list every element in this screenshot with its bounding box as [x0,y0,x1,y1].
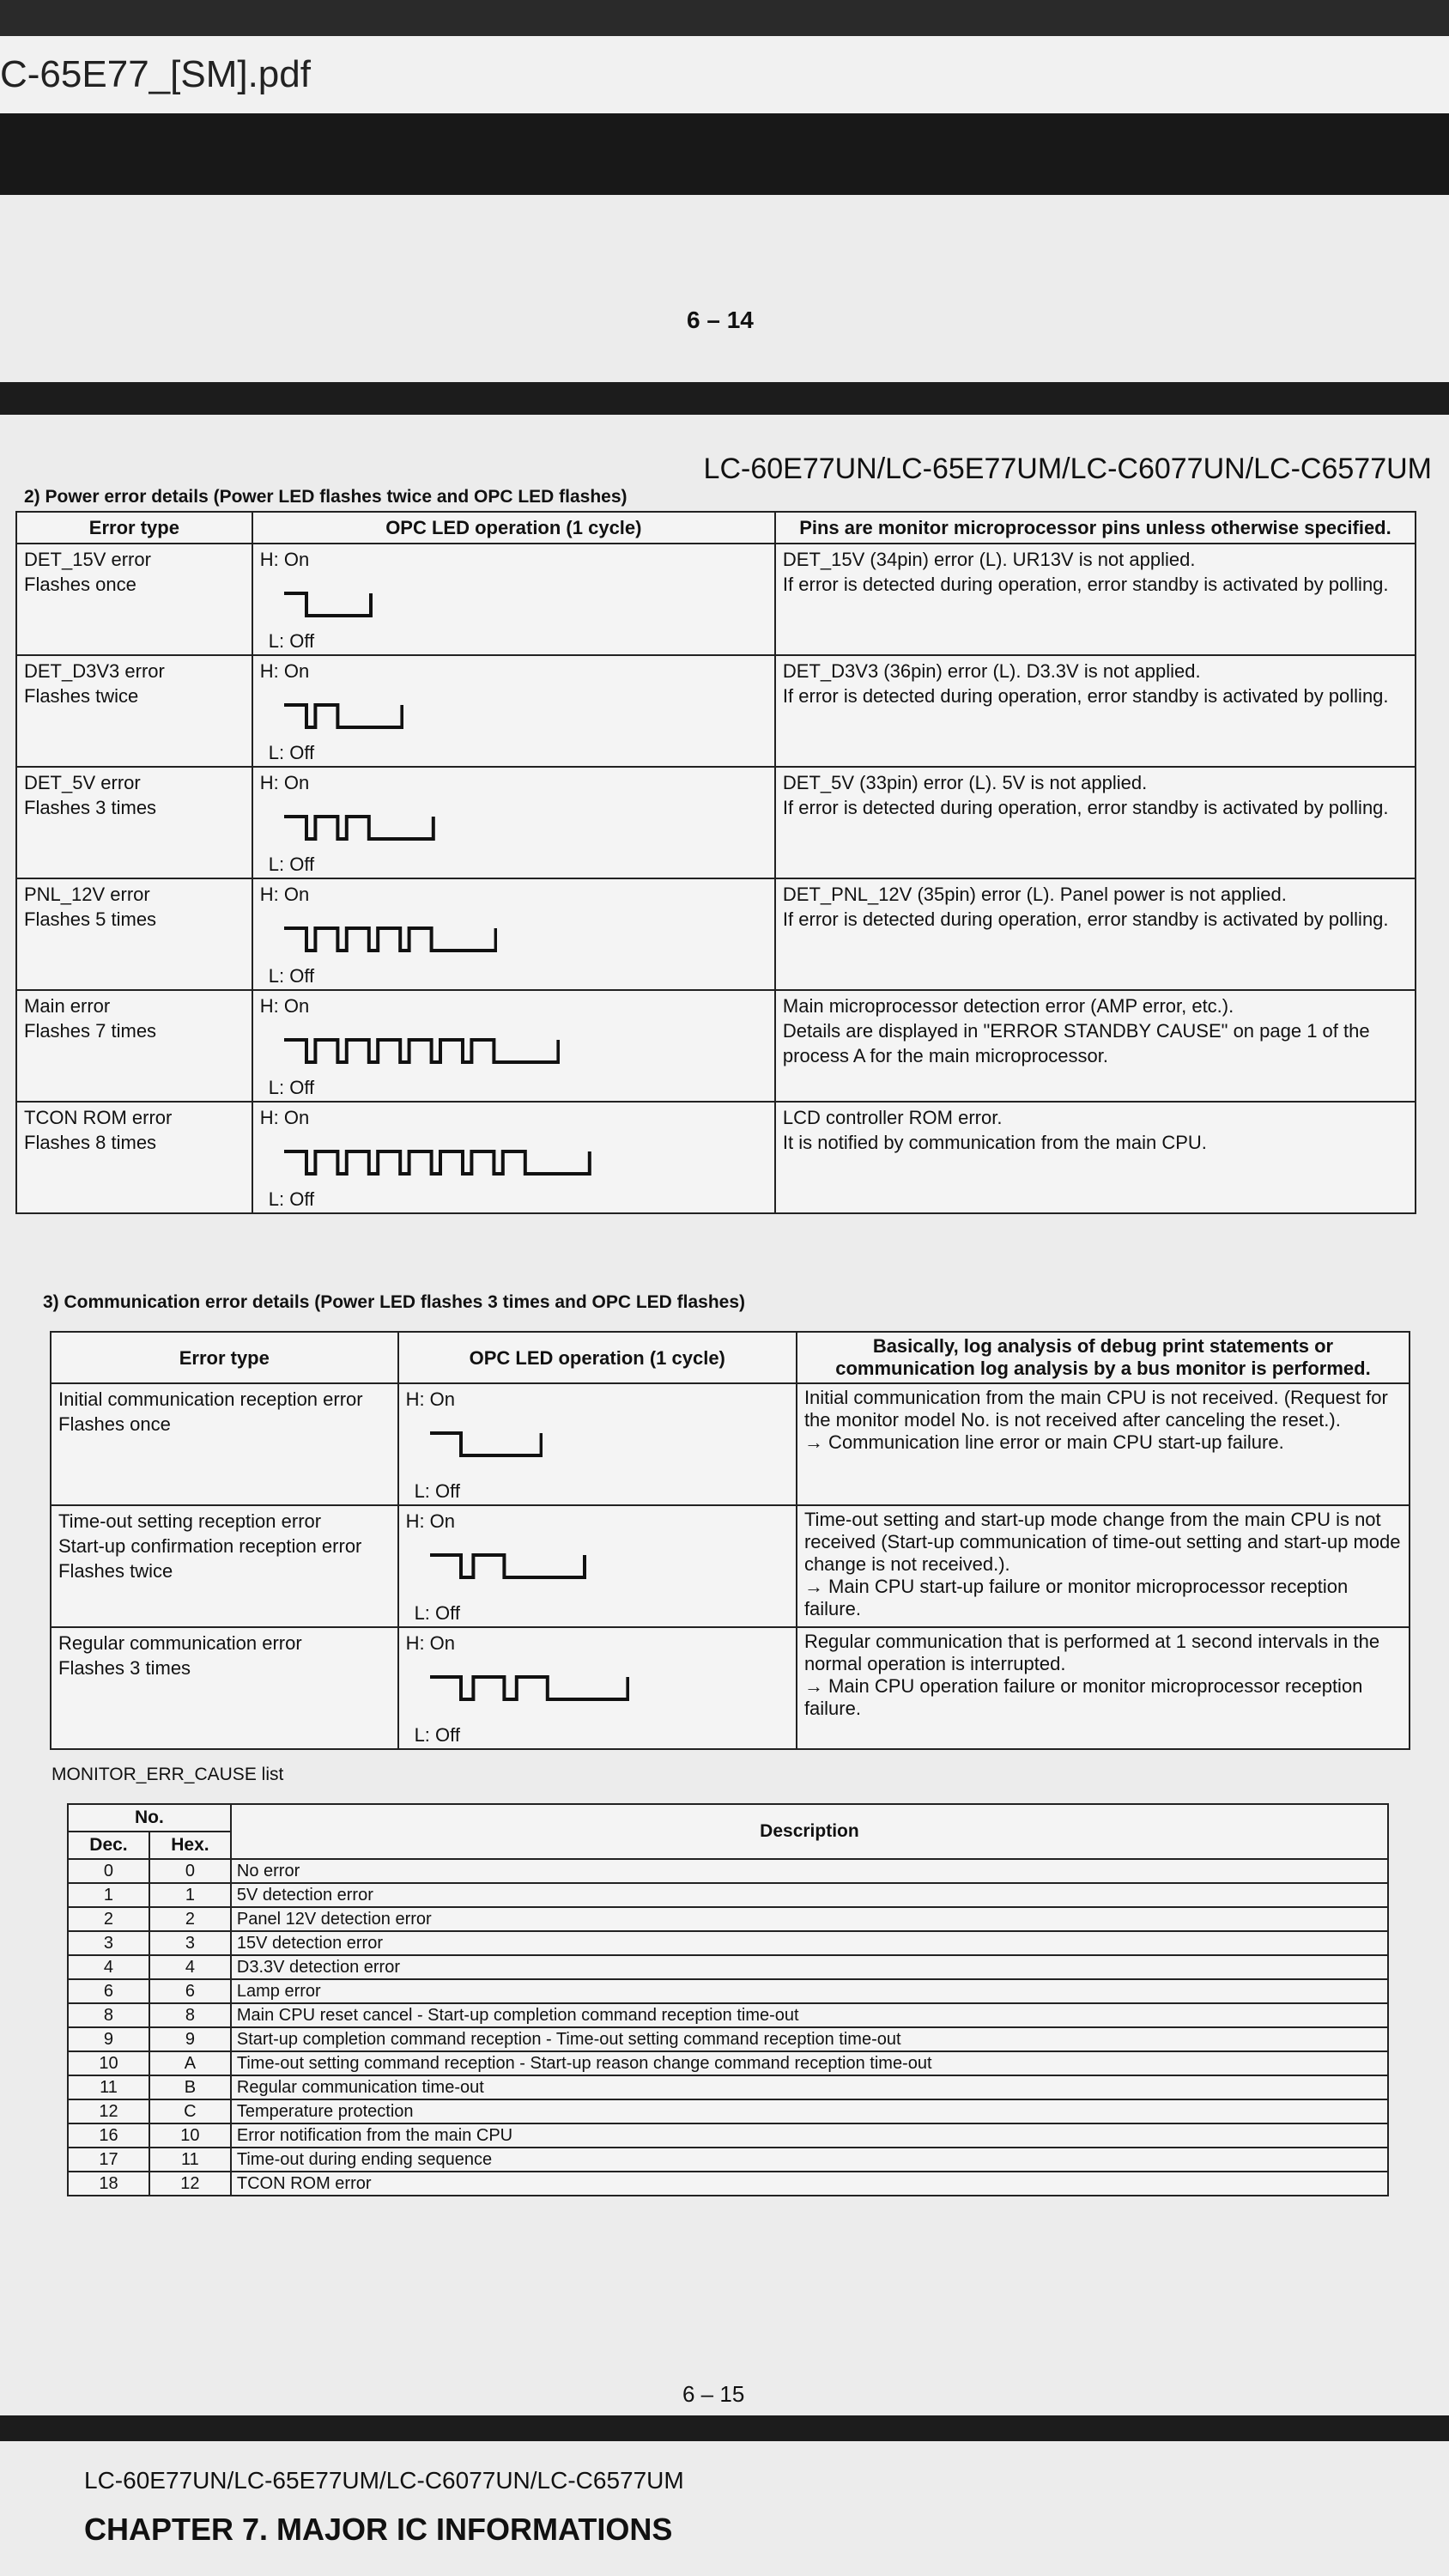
description-cell: 15V detection error [231,1931,1388,1955]
error-type-line: Flashes twice [58,1560,173,1582]
error-type-cell [51,1383,398,1505]
hex-cell: 9 [149,2027,231,2051]
hex-cell: B [149,2075,231,2099]
description-main: Regular communication that is performed at 1 second intervals in the normal operation is interrupted. [803,1631,1380,1674]
err-header-description: Description [231,1804,1388,1859]
led-diagram [260,882,767,987]
power-table-header [16,512,1416,544]
led-diagram [406,1387,789,1502]
comm-section-title: 3) Communication error details (Power LED flashes 3 times and OPC LED flashes) [43,1292,746,1312]
dec-cell: 8 [68,2003,149,2027]
dec-cell: 11 [68,2075,149,2099]
err-header-row-1 [68,1804,1388,1832]
led-low-label: L: Off [268,1188,315,1210]
next-page-chapter: CHAPTER 7. MAJOR IC INFORMATIONS [84,2512,673,2547]
previous-page [0,195,1449,382]
page-separator-bottom [0,2415,1449,2441]
led-pulse-path [284,1151,590,1174]
error-type: Main error [24,995,111,1017]
hex-cell: 4 [149,1955,231,1979]
led-pulse-path [284,817,433,839]
led-pulse-waveform [428,1431,543,1457]
led-low-label: L: Off [268,965,315,987]
power-error-table [15,511,1416,1214]
error-type: DET_D3V3 error [24,660,165,682]
led-pulse-waveform [282,1038,560,1064]
err-header-no: No. [68,1804,231,1832]
page-number: 6 – 15 [682,2381,745,2407]
description-main: DET_D3V3 (36pin) error (L). D3.3V is not applied. [782,660,1201,682]
current-page [0,415,1449,2415]
error-type: PNL_12V error [24,884,150,905]
comm-table-header [51,1332,1410,1383]
dec-cell: 0 [68,1859,149,1883]
comm-error-table [50,1331,1410,1750]
error-type: TCON ROM error [24,1107,173,1128]
description-cell [775,655,1416,767]
hex-cell: 3 [149,1931,231,1955]
err-cause-row [68,2003,1388,2027]
description-detail: If error is detected during operation, error standby is activated by polling. [782,574,1389,595]
description-cell: Time-out during ending sequence [231,2148,1388,2172]
err-cause-row [68,1907,1388,1931]
opc-led-cell [398,1627,797,1749]
table-row [51,1505,1410,1627]
description-main: Main microprocessor detection error (AMP error, etc.). [782,995,1234,1017]
page-separator [0,382,1449,415]
error-type-line: Flashes 3 times [58,1657,191,1679]
table-row [16,544,1416,655]
opc-led-cell [252,544,775,655]
description-cell: Temperature protection [231,2099,1388,2123]
document-title: C-65E77_[SM].pdf [0,53,311,95]
power-section-title: 2) Power error details (Power LED flashes twice and OPC LED flashes) [24,487,627,507]
comm-header-opc-led: OPC LED operation (1 cycle) [398,1332,797,1383]
opc-led-cell [252,990,775,1102]
error-type-cell [16,990,252,1102]
led-pulse-path [284,928,496,951]
hex-cell: 1 [149,1883,231,1907]
dec-cell: 2 [68,1907,149,1931]
description-detail: If error is detected during operation, error standby is activated by polling. [782,685,1389,707]
err-cause-row [68,2051,1388,2075]
table-row [16,767,1416,878]
led-diagram [406,1631,789,1746]
description-cell: Lamp error [231,1979,1388,2003]
table-row [51,1627,1410,1749]
document-title-bar [0,36,1449,113]
header-opc-led: OPC LED operation (1 cycle) [252,512,775,544]
err-header-dec: Dec. [68,1832,149,1859]
description-cell: Error notification from the main CPU [231,2123,1388,2148]
description-cell: TCON ROM error [231,2172,1388,2196]
led-pulse-waveform [282,815,435,841]
header-error-type: Error type [16,512,252,544]
flash-count: Flashes 7 times [24,1020,157,1042]
flash-count: Flashes 8 times [24,1132,157,1153]
led-low-label: L: Off [268,854,315,875]
error-type: DET_5V error [24,772,141,793]
hex-cell: 12 [149,2172,231,2196]
err-cause-row [68,1883,1388,1907]
error-type-cell [16,878,252,990]
table-row [16,1102,1416,1213]
description-detail: → Communication line error or main CPU start-up failure. [803,1431,1284,1453]
led-pulse-waveform [428,1675,629,1701]
description-cell: D3.3V detection error [231,1955,1388,1979]
dec-cell: 17 [68,2148,149,2172]
led-high-label: H: On [405,1510,456,1532]
led-diagram [260,547,767,652]
description-cell [797,1383,1410,1505]
led-high-label: H: On [259,995,310,1017]
led-diagram [260,993,767,1098]
err-header-hex: Hex. [149,1832,231,1859]
opc-led-cell [398,1383,797,1505]
err-cause-row [68,2172,1388,2196]
description-cell: No error [231,1859,1388,1883]
led-high-label: H: On [259,884,310,905]
err-cause-row [68,2027,1388,2051]
led-diagram [260,659,767,763]
flash-count: Flashes once [24,574,136,595]
header-pins: Pins are monitor microprocessor pins unless otherwise specified. [775,512,1416,544]
error-type-line: Initial communication reception error [58,1388,363,1410]
description-cell [775,767,1416,878]
error-type-line: Time-out setting reception error [58,1510,322,1532]
error-type-cell [16,1102,252,1213]
opc-led-cell [252,767,775,878]
err-cause-row [68,1859,1388,1883]
opc-led-cell [252,1102,775,1213]
flash-count: Flashes twice [24,685,139,707]
opc-led-cell [252,878,775,990]
table-row [16,878,1416,990]
led-pulse-path [430,1433,542,1455]
comm-header-error-type: Error type [51,1332,398,1383]
description-cell: Regular communication time-out [231,2075,1388,2099]
led-pulse-path [284,705,402,727]
model-header: LC-60E77UN/LC-65E77UM/LC-C6077UN/LC-C6577UM [703,453,1432,485]
dec-cell: 9 [68,2027,149,2051]
dec-cell: 18 [68,2172,149,2196]
led-pulse-waveform [282,1150,591,1176]
viewer-top-bar [0,0,1449,36]
description-cell [775,878,1416,990]
previous-page-number: 6 – 14 [687,307,754,333]
opc-led-cell [398,1505,797,1627]
error-type-cell [16,767,252,878]
description-cell: Main CPU reset cancel - Start-up completion command reception time-out [231,2003,1388,2027]
description-cell [797,1505,1410,1627]
description-cell [775,990,1416,1102]
hex-cell: 0 [149,1859,231,1883]
opc-led-cell [252,655,775,767]
description-main: Initial communication from the main CPU is not received. (Request for the monitor model No. is not received after canceling the reset.). [803,1387,1388,1431]
description-detail: If error is detected during operation, error standby is activated by polling. [782,797,1389,818]
flash-count: Flashes 3 times [24,797,157,818]
err-cause-title: MONITOR_ERR_CAUSE list [52,1765,284,1784]
hex-cell: 6 [149,1979,231,2003]
err-cause-row [68,1955,1388,1979]
description-cell [775,544,1416,655]
description-detail: → Main CPU start-up failure or monitor microprocessor reception failure. [803,1576,1349,1619]
flash-count: Flashes 5 times [24,908,157,930]
err-cause-row [68,2075,1388,2099]
description-main: DET_15V (34pin) error (L). UR13V is not applied. [782,549,1196,570]
error-type: DET_15V error [24,549,151,570]
description-detail: If error is detected during operation, error standby is activated by polling. [782,908,1389,930]
led-pulse-waveform [282,927,498,952]
comm-header-analysis: Basically, log analysis of debug print statements or communication log analysis by a bus monitor is performed. [797,1332,1410,1383]
dec-cell: 10 [68,2051,149,2075]
led-low-label: L: Off [268,1077,315,1098]
led-low-label: L: Off [414,1480,460,1502]
hex-cell: A [149,2051,231,2075]
led-pulse-waveform [428,1553,586,1579]
led-high-label: H: On [259,660,310,682]
led-low-label: L: Off [414,1724,460,1746]
error-type-cell [51,1505,398,1627]
error-type-cell [51,1627,398,1749]
error-type-cell [16,655,252,767]
led-pulse-path [284,593,371,616]
description-main: DET_PNL_12V (35pin) error (L). Panel power is not applied. [782,884,1287,905]
led-diagram [406,1509,789,1624]
description-cell: Panel 12V detection error [231,1907,1388,1931]
led-pulse-path [430,1677,627,1699]
description-detail: It is notified by communication from the main CPU. [782,1132,1207,1153]
err-cause-row [68,1931,1388,1955]
next-page-model: LC-60E77UN/LC-65E77UM/LC-C6077UN/LC-C6577UM [84,2467,684,2494]
err-cause-row [68,2123,1388,2148]
led-low-label: L: Off [414,1602,460,1624]
led-pulse-path [284,1040,558,1062]
led-high-label: H: On [259,1107,310,1128]
led-pulse-waveform [282,703,403,729]
dec-cell: 1 [68,1883,149,1907]
led-high-label: H: On [405,1632,456,1654]
led-low-label: L: Off [268,630,315,652]
err-cause-row [68,1979,1388,2003]
error-type-line: Regular communication error [58,1632,302,1654]
error-type-line: Flashes once [58,1413,171,1435]
hex-cell: 8 [149,2003,231,2027]
led-pulse-path [430,1555,585,1577]
led-diagram [260,1105,767,1210]
err-cause-table [67,1803,1389,2196]
table-row [16,990,1416,1102]
hex-cell: C [149,2099,231,2123]
dec-cell: 12 [68,2099,149,2123]
description-detail: Details are displayed in "ERROR STANDBY CAUSE" on page 1 of the process A for the main microprocessor. [782,1020,1370,1066]
led-high-label: H: On [259,772,310,793]
description-main: DET_5V (33pin) error (L). 5V is not applied. [782,772,1148,793]
led-low-label: L: Off [268,742,315,763]
led-high-label: H: On [259,549,310,570]
dec-cell: 4 [68,1955,149,1979]
hex-cell: 2 [149,1907,231,1931]
dec-cell: 3 [68,1931,149,1955]
dec-cell: 16 [68,2123,149,2148]
next-page [0,2441,1449,2576]
dec-cell: 6 [68,1979,149,2003]
err-cause-row [68,2099,1388,2123]
hex-cell: 11 [149,2148,231,2172]
table-row [51,1383,1410,1505]
error-type-line: Start-up confirmation reception error [58,1535,362,1557]
error-type-cell [16,544,252,655]
description-cell [775,1102,1416,1213]
err-cause-row [68,2148,1388,2172]
led-high-label: H: On [405,1388,456,1410]
description-cell: Time-out setting command reception - Start-up reason change command reception time-out [231,2051,1388,2075]
hex-cell: 10 [149,2123,231,2148]
description-cell: Start-up completion command reception - Time-out setting command reception time-out [231,2027,1388,2051]
description-cell [797,1627,1410,1749]
description-main: LCD controller ROM error. [782,1107,1003,1128]
led-diagram [260,770,767,875]
description-main: Time-out setting and start-up mode change from the main CPU is not received (Start-up communication of time-out setting and start-up mode change is not received.). [803,1509,1401,1575]
table-row [16,655,1416,767]
viewer-band [0,113,1449,195]
description-cell: 5V detection error [231,1883,1388,1907]
led-pulse-waveform [282,592,373,617]
description-detail: → Main CPU operation failure or monitor microprocessor reception failure. [803,1675,1363,1719]
